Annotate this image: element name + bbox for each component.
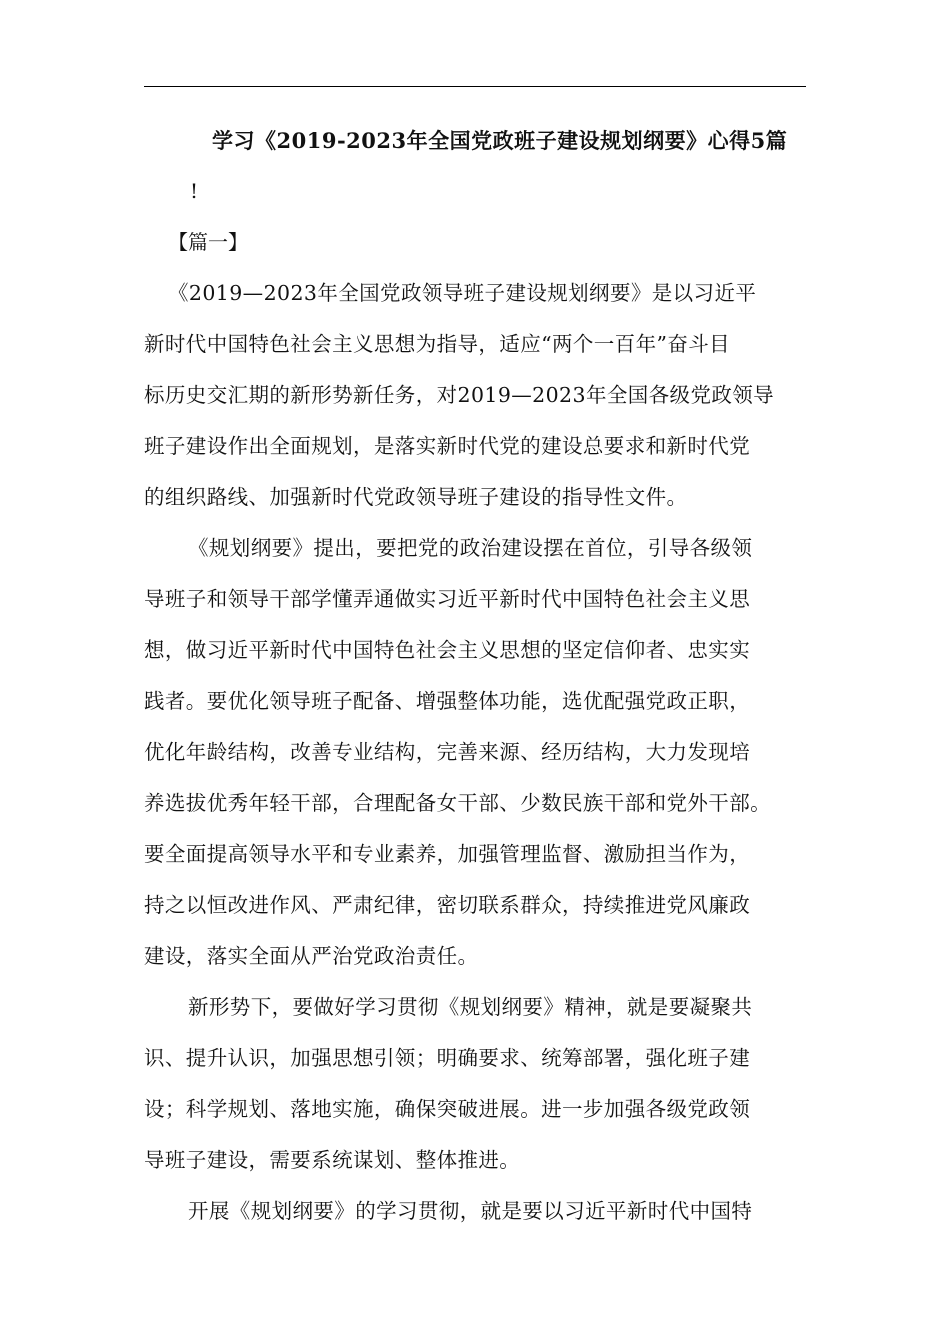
paragraph-line: 班子建设作出全面规划，是落实新时代党的建设总要求和新时代党 xyxy=(144,434,751,458)
paragraph-line: 新时代中国特色社会主义思想为指导，适应“两个一百年”奋斗目 xyxy=(144,332,731,356)
paragraph-line: 优化年龄结构，改善专业结构，完善来源、经历结构，大力发现培 xyxy=(144,740,751,764)
section-heading: 【篇一】 xyxy=(168,230,248,254)
paragraph-line: 开展《规划纲要》的学习贯彻，就是要以习近平新时代中国特 xyxy=(188,1199,753,1223)
paragraph-line: 《规划纲要》提出，要把党的政治建设摆在首位，引导各级领 xyxy=(188,536,753,560)
paragraph-line: 《2019—2023年全国党政领导班子建设规划纲要》是以习近平 xyxy=(168,281,757,305)
paragraph-line: 设；科学规划、落地实施，确保突破进展。进一步加强各级党政领 xyxy=(144,1097,751,1121)
paragraph-line: 要全面提高领导水平和专业素养，加强管理监督、激励担当作为， xyxy=(144,842,751,866)
paragraph-line: 持之以恒改进作风、严肃纪律，密切联系群众，持续推进党风廉政 xyxy=(144,893,751,917)
paragraph-line: 养选拔优秀年轻干部，合理配备女干部、少数民族干部和党外干部。 xyxy=(144,791,771,815)
paragraph-line: 标历史交汇期的新形势新任务，对2019—2023年全国各级党政领导 xyxy=(144,383,775,407)
paragraph-line: 导班子和领导干部学懂弄通做实习近平新时代中国特色社会主义思 xyxy=(144,587,751,611)
paragraph-line: 新形势下，要做好学习贯彻《规划纲要》精神，就是要凝聚共 xyxy=(188,995,753,1019)
title-continuation: ! xyxy=(190,179,199,203)
document-title: 学习《2019-2023年全国党政班子建设规划纲要》心得5篇 xyxy=(212,128,788,153)
paragraph-line: 践者。要优化领导班子配备、增强整体功能，选优配强党政正职， xyxy=(144,689,751,713)
paragraph-line: 导班子建设，需要系统谋划、整体推进。 xyxy=(144,1148,521,1172)
paragraph-line: 的组织路线、加强新时代党政领导班子建设的指导性文件。 xyxy=(144,485,688,509)
paragraph-line: 想，做习近平新时代中国特色社会主义思想的坚定信仰者、忠实实 xyxy=(144,638,751,662)
header-rule xyxy=(144,86,806,87)
paragraph-line: 识、提升认识，加强思想引领；明确要求、统筹部署，强化班子建 xyxy=(144,1046,751,1070)
paragraph-line: 建设，落实全面从严治党政治责任。 xyxy=(144,944,479,968)
